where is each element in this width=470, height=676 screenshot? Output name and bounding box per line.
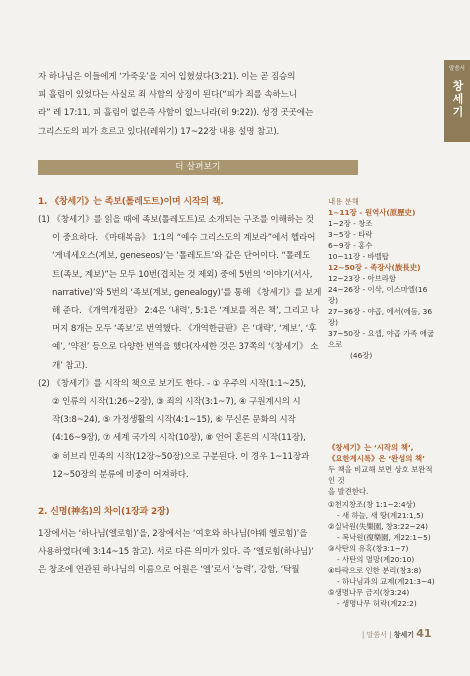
body-line: 작(3:8~24), ⑤ 가정생활의 시작(4:1~15), ⑥ 무신론 문화의 시작 bbox=[52, 415, 296, 426]
section-1-title: 1. 《창세기》는 족보(톨레도트)이며 시작의 책. bbox=[38, 197, 224, 207]
body-line: 머지 8개는 모두 ‘족보’로 번역했다. 《개역한글판》은 ‘대략’, ‘계보’, ‘후 bbox=[52, 324, 317, 335]
intro-line: 그리스도의 피가 흐르고 있다((레위기) 17~22장 내용 설명 참고). bbox=[38, 126, 280, 137]
comparison-item: ①천지창조(창 1:1~2:4상) bbox=[328, 500, 416, 509]
body-line: 1장에서는 ‘하나님(엘로힘)’을, 2장에서는 ‘여호와 하나님(야웨 엘로힘)’을 bbox=[38, 529, 308, 539]
body-line: 해 준다. 《개역개정판》 2:4은 ‘내력’, 5:1은 ‘계보를 적은 책’, 그리고 나 bbox=[52, 306, 319, 317]
comparison-item: ③사탄의 유혹(창3:1~7) bbox=[328, 544, 409, 553]
comparison-item-pair: - 하나님과의 교제(계21:3~4) bbox=[337, 577, 435, 586]
section-1-paragraph-1 bbox=[38, 211, 360, 375]
comparison-item-pair: - 사탄의 멸망(계20:10) bbox=[337, 555, 415, 564]
body-line: 이 중요하다. 《마태복음》 1:1의 “예수 그리스도의 계보라”에서 헬라어 bbox=[52, 233, 316, 244]
outline-title: 내용 분해 bbox=[328, 197, 359, 206]
page-footer bbox=[362, 627, 432, 640]
comparison-item-pair: - 복낙원(復樂園, 계22:1~5) bbox=[337, 533, 431, 542]
section-2-title: 2. 신명(神名)의 차이(1장과 2장) bbox=[38, 507, 170, 517]
footer-separator: | bbox=[362, 631, 367, 639]
body-line: 사용하였다(예 3:14~15 참고). 서로 다른 의미가 있다. 즉 ‘엘로힘(하나님)’ bbox=[38, 547, 314, 558]
outline-group-1: 1~11장 - 원역사(原歷史) bbox=[328, 208, 416, 217]
comparison-title-2: 《요한계시록》은 ‘완성의 책’ bbox=[328, 454, 425, 463]
comparison-desc: 두 책을 비교해 보면 상호 보완적인 것 bbox=[328, 465, 433, 485]
book-side-tab bbox=[444, 60, 470, 142]
comparison-desc: 을 발견한다. bbox=[328, 487, 369, 496]
section-2 bbox=[38, 504, 360, 580]
footer-chapter: 창세기 bbox=[393, 631, 414, 639]
body-line: (4:16~9장), ⑦ 세계 국가의 시작(10장), ⑧ 언어 혼돈의 시작(11장), bbox=[52, 433, 306, 444]
outline-item: 12~23장 - 아브라함 bbox=[328, 274, 397, 283]
outline-item: 24~26장 - 이삭, 이스마엘(16장) bbox=[328, 285, 428, 305]
body-line: (1) 《창세기》를 읽을 때에 족보(톨레도트)로 소개되는 구조를 이해하는 것 bbox=[38, 215, 314, 225]
outline-item: 3~5장 - 타락 bbox=[328, 230, 373, 239]
body-line: ② 인류의 시작(1:26~2장), ③ 죄의 시작(3:1~7), ④ 구원계시의 시 bbox=[52, 397, 301, 408]
section-1-paragraph-2 bbox=[38, 375, 360, 484]
outline-item: (46장) bbox=[350, 351, 373, 360]
book-series-label: 말씀서 bbox=[449, 66, 465, 72]
intro-paragraph bbox=[38, 68, 360, 141]
body-line: narrative)’와 5번의 ‘족보(계보, genealogy)’를 통해 《창세기》를 보게 bbox=[52, 287, 322, 298]
sidebar-comparison bbox=[328, 442, 436, 609]
outline-item: 10~11장 - 바벨탑 bbox=[328, 252, 389, 261]
sidebar-outline bbox=[328, 196, 436, 361]
outline-item: 1~2장 - 창조 bbox=[328, 219, 373, 228]
comparison-item-pair: - 새 하늘, 새 땅(계21:1,5) bbox=[337, 511, 424, 520]
body-line: 트(족보, 계보)”는 모두 10번(겹치는 것 제외) 중에 5번의 ‘이야기(서사, bbox=[52, 269, 313, 280]
book-name-label: 창세기 bbox=[451, 80, 464, 119]
body-line: 개’ 참고). bbox=[52, 360, 88, 371]
body-line: ‘게네세오스(게보, geneseos)’는 ‘톨레도트’와 같은 단어이다. “톨레도 bbox=[52, 251, 311, 262]
comparison-item: ④타락으로 인한 분리(창3:8) bbox=[328, 566, 422, 575]
body-line: 12~50장의 분류에 비중이 어져하다. bbox=[52, 469, 189, 480]
intro-line: 자 하나님은 이들에게 ‘가죽옷’을 지어 입혔셨다(3:21). 이는 곧 짐승의 bbox=[38, 72, 296, 82]
page-number: 41 bbox=[416, 627, 432, 640]
section-1 bbox=[38, 194, 360, 484]
body-line: (2) 《창세기》를 시작의 책으로 보기도 한다. - ① 우주의 시작(1:1~25), bbox=[38, 378, 307, 389]
footer-book: 말씀서 bbox=[366, 631, 387, 639]
body-line: 예’, ‘약전’ 등으로 다양한 번역을 했다(자세한 것은 37쪽의 ‘《창세기》 소 bbox=[52, 342, 319, 353]
section-banner: 더 살펴보기 bbox=[38, 160, 358, 175]
comparison-item-pair: - 생명나무 허락(계22:2) bbox=[337, 599, 417, 608]
outline-item: 27~36장 - 야곱, 에서(에돔, 36장) bbox=[328, 307, 433, 327]
body-line: ⑨ 히브리 민족의 시작(12장~50장)으로 구분된다. 이 경우 1~11장과 bbox=[52, 451, 310, 462]
footer-separator: | bbox=[386, 631, 394, 639]
comparison-title-1: 《창세기》는 ‘시작의 책’, bbox=[328, 443, 414, 452]
outline-item: 6~9장 - 홍수 bbox=[328, 241, 373, 250]
intro-line: 피 흘림이 있었다는 사실로 죄 사함의 상징이 된다(“피가 죄를 속하느니 bbox=[38, 90, 297, 101]
intro-line: 라” 레 17:11, 피 흘림이 없은즉 사함이 없느니라(히 9:22)). 성경 곳곳에는 bbox=[38, 108, 314, 119]
comparison-item: ②실낙원(失樂園, 창3:22~24) bbox=[328, 522, 429, 531]
body-line: 은 창조에 연관된 하나님의 이름으로 어원은 ‘엘’로서 ‘능력’, 강함, ‘탁월 bbox=[38, 565, 300, 576]
outline-item: 37~50장 - 요셉, 야곱 가족 애굽으로 bbox=[328, 329, 435, 349]
comparison-item: ⑤생명나무 금지(창3:24) bbox=[328, 588, 410, 597]
outline-group-2: 12~50장 - 족장사(族長史) bbox=[328, 263, 421, 272]
